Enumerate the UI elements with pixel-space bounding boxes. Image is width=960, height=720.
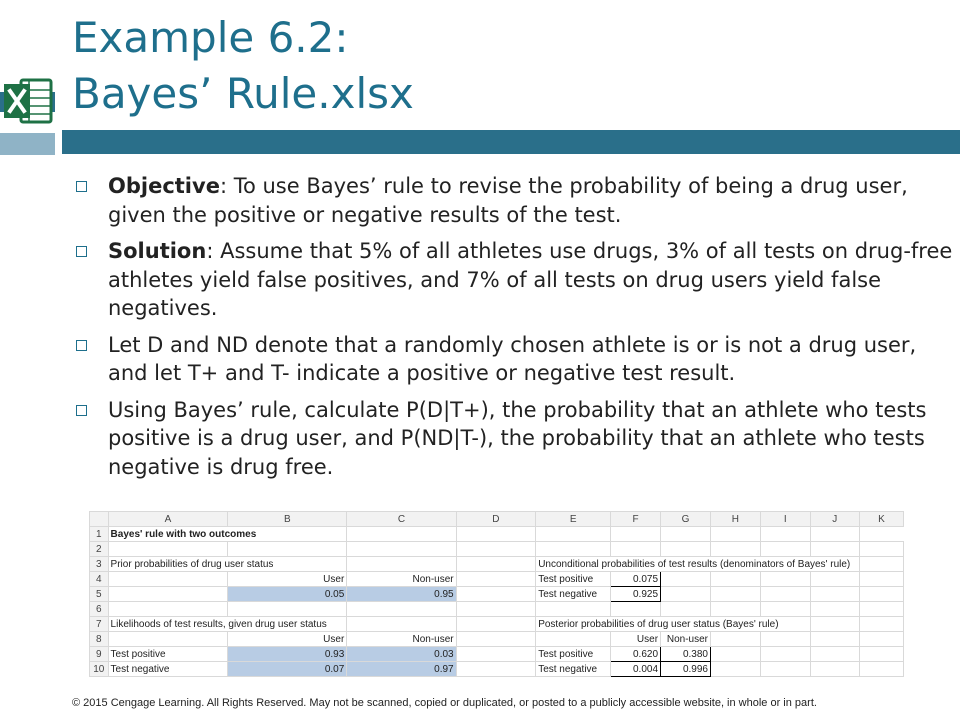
sheet-row xyxy=(90,557,904,572)
cell-c8[interactable]: Non-user xyxy=(347,632,456,647)
slide-title xyxy=(72,10,414,122)
title-divider-bar xyxy=(62,130,960,154)
bullet-square-icon xyxy=(76,246,87,257)
bullet-list xyxy=(74,172,954,489)
row-header[interactable]: 9 xyxy=(90,647,109,662)
corner-cell[interactable] xyxy=(90,512,109,527)
bullet-objective: Objective: To use Bayes’ rule to revise the probability of being a drug user, given the positive or negative results of the test. xyxy=(74,172,954,229)
cell-c4[interactable]: Non-user xyxy=(347,572,456,587)
bullet-label: Solution xyxy=(108,239,207,263)
cell-a10[interactable]: Test negative xyxy=(108,662,228,677)
title-line-2: Bayes’ Rule.xlsx xyxy=(72,69,414,118)
cell-b9[interactable]: 0.93 xyxy=(228,647,347,662)
sheet-row xyxy=(90,632,904,647)
bullet-text: Assume that 5% of all athletes use drugs, 3% of all tests on drug-free athletes yield false positives, and 7% of all tests on drug users yield false negatives. xyxy=(108,239,953,320)
row-header[interactable]: 6 xyxy=(90,602,109,617)
cell-e10[interactable]: Test negative xyxy=(536,662,611,677)
sheet-row xyxy=(90,602,904,617)
cell-f8[interactable]: User xyxy=(611,632,661,647)
cell-e4[interactable]: Test positive xyxy=(536,572,611,587)
excel-icon xyxy=(1,74,55,128)
bullet-label: Objective xyxy=(108,174,220,198)
cell-e3[interactable]: Unconditional probabilities of test results (denominators of Bayes' rule) xyxy=(536,557,860,572)
bullet-square-icon xyxy=(76,405,87,416)
bullet-square-icon xyxy=(76,181,87,192)
bullet-notation xyxy=(74,331,954,388)
cell-f5[interactable]: 0.925 xyxy=(611,587,661,602)
cell-b8[interactable]: User xyxy=(228,632,347,647)
cell-c9[interactable]: 0.03 xyxy=(347,647,456,662)
bullet-text: To use Bayes’ rule to revise the probability of being a drug user, given the positive or negative results of the test. xyxy=(108,174,908,227)
bullet-bayes xyxy=(74,396,954,482)
sheet-row xyxy=(90,587,904,602)
row-header[interactable]: 10 xyxy=(90,662,109,677)
column-header[interactable]: G xyxy=(661,512,711,527)
cell-e9[interactable]: Test positive xyxy=(536,647,611,662)
spreadsheet xyxy=(89,511,904,677)
cell-g10[interactable]: 0.996 xyxy=(661,662,711,677)
row-header[interactable]: 2 xyxy=(90,542,109,557)
row-header[interactable]: 1 xyxy=(90,527,109,542)
sheet-row xyxy=(90,647,904,662)
column-header[interactable]: H xyxy=(711,512,761,527)
bullet-solution: Solution: Assume that 5% of all athletes use drugs, 3% of all tests on drug-free athletes yield false positives, and 7% of all tests on drug users yield false negatives. xyxy=(74,237,954,323)
cell-b10[interactable]: 0.07 xyxy=(228,662,347,677)
cell-c10[interactable]: 0.97 xyxy=(347,662,456,677)
row-header[interactable]: 4 xyxy=(90,572,109,587)
cell-f9[interactable]: 0.620 xyxy=(611,647,661,662)
row-header[interactable]: 7 xyxy=(90,617,109,632)
bullet-square-icon xyxy=(76,340,87,351)
copyright-footer: © 2015 Cengage Learning. All Rights Reserved. May not be scanned, copied or duplicated, or posted to a publicly accessible website, in whole or in part. xyxy=(72,697,817,709)
row-header[interactable]: 3 xyxy=(90,557,109,572)
cell-b5[interactable]: 0.05 xyxy=(228,587,347,602)
title-line-1: Example 6.2: xyxy=(72,13,349,62)
column-header[interactable]: B xyxy=(228,512,347,527)
cell-e5[interactable]: Test negative xyxy=(536,587,611,602)
row-header[interactable]: 5 xyxy=(90,587,109,602)
sheet-row xyxy=(90,617,904,632)
cell-f4[interactable]: 0.075 xyxy=(611,572,661,587)
side-accent-mid xyxy=(0,133,55,155)
bullet-text: Let D and ND denote that a randomly chosen athlete is or is not a drug user, and let T+ and T- indicate a positive or negative test result. xyxy=(108,332,917,385)
cell-g9[interactable]: 0.380 xyxy=(661,647,711,662)
cell-g8[interactable]: Non-user xyxy=(661,632,711,647)
column-header[interactable]: K xyxy=(859,512,903,527)
column-header-row xyxy=(90,512,904,527)
column-header[interactable]: C xyxy=(347,512,456,527)
column-header[interactable]: D xyxy=(456,512,536,527)
column-header[interactable]: F xyxy=(611,512,661,527)
row-header[interactable]: 8 xyxy=(90,632,109,647)
sheet-row xyxy=(90,527,904,542)
column-header[interactable]: E xyxy=(536,512,611,527)
sheet-row xyxy=(90,662,904,677)
cell-a9[interactable]: Test positive xyxy=(108,647,228,662)
column-header[interactable]: J xyxy=(810,512,859,527)
sheet-row xyxy=(90,542,904,557)
column-header[interactable]: A xyxy=(108,512,228,527)
cell-e7[interactable]: Posterior probabilities of drug user status (Bayes' rule) xyxy=(536,617,810,632)
bullet-text: Using Bayes’ rule, calculate P(D|T+), the probability that an athlete who tests positive is a drug user, and P(ND|T-), the probability that an athlete who tests negative is drug free. xyxy=(108,397,927,479)
cell-f10[interactable]: 0.004 xyxy=(611,662,661,677)
column-header[interactable]: I xyxy=(760,512,810,527)
cell-a1[interactable]: Bayes' rule with two outcomes xyxy=(108,527,347,542)
cell-a7[interactable]: Likelihoods of test results, given drug user status xyxy=(108,617,347,632)
cell-c5[interactable]: 0.95 xyxy=(347,587,456,602)
cell-b4[interactable]: User xyxy=(228,572,347,587)
cell-a3[interactable]: Prior probabilities of drug user status xyxy=(108,557,347,572)
sheet-row xyxy=(90,572,904,587)
